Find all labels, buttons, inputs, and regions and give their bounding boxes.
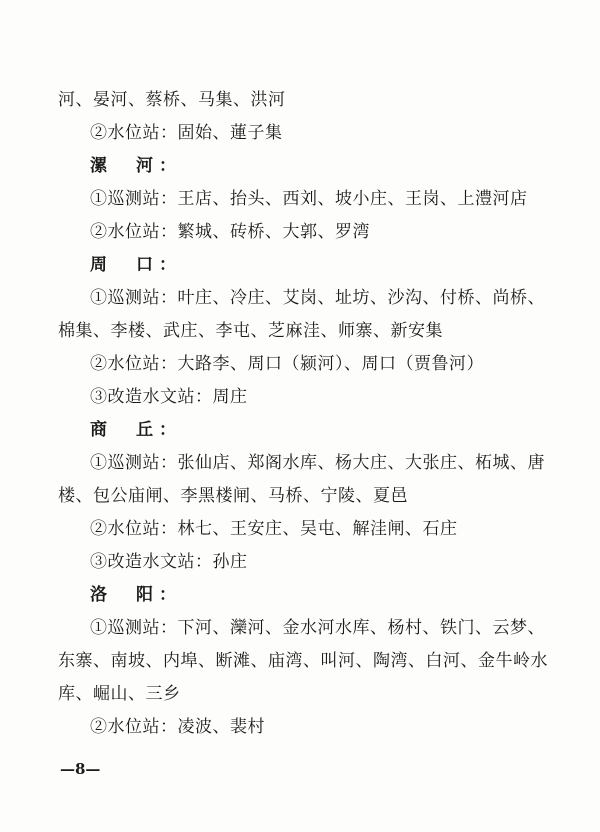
text-line: 东寨、南坡、内埠、断滩、庙湾、叫河、陶湾、白河、金牛岭水 [58,651,548,671]
text-line: 库、崛山、三乡 [58,684,181,704]
text-line: ①巡测站：王店、抬头、西刘、坡小庄、王岗、上澧河店 [90,189,528,209]
section-heading-luohe: 漯 河： [90,156,182,176]
text-line: ②水位站：固始、蓮子集 [90,123,283,143]
text-line: ③改造水文站：周庄 [90,387,248,407]
document-body [58,84,548,744]
text-line: ②水位站：繁城、砖桥、大郭、罗湾 [90,222,370,242]
text-line: 河、晏河、蔡桥、马集、洪河 [58,90,286,110]
section-heading-shangqiu: 商 丘： [90,420,182,440]
section-heading-luoyang: 洛 阳： [90,585,182,605]
text-line: ②水位站：凌波、裴村 [90,717,265,737]
text-line: ①巡测站：张仙店、郑阁水库、杨大庄、大张庄、柘城、唐 [90,453,545,473]
text-line: ③改造水文站：孙庄 [90,552,248,572]
text-line: ①巡测站：叶庄、冷庄、艾岗、址坊、沙沟、付桥、尚桥、 [90,288,545,308]
page-number: —8— [60,760,101,778]
text-line: ②水位站：大路李、周口（颍河）、周口（贾鲁河） [90,354,484,374]
text-line: ①巡测站：下河、灤河、金水河水库、杨村、铁门、云梦、 [90,618,545,638]
text-line: 棉集、李楼、武庄、李屯、芝麻洼、师寨、新安集 [58,321,443,341]
text-line: 楼、包公庙闸、李黑楼闸、马桥、宁陵、夏邑 [58,486,408,506]
section-heading-zhoukou: 周 口： [90,255,182,275]
text-line: ②水位站：林七、王安庄、吴屯、解洼闸、石庄 [90,519,458,539]
